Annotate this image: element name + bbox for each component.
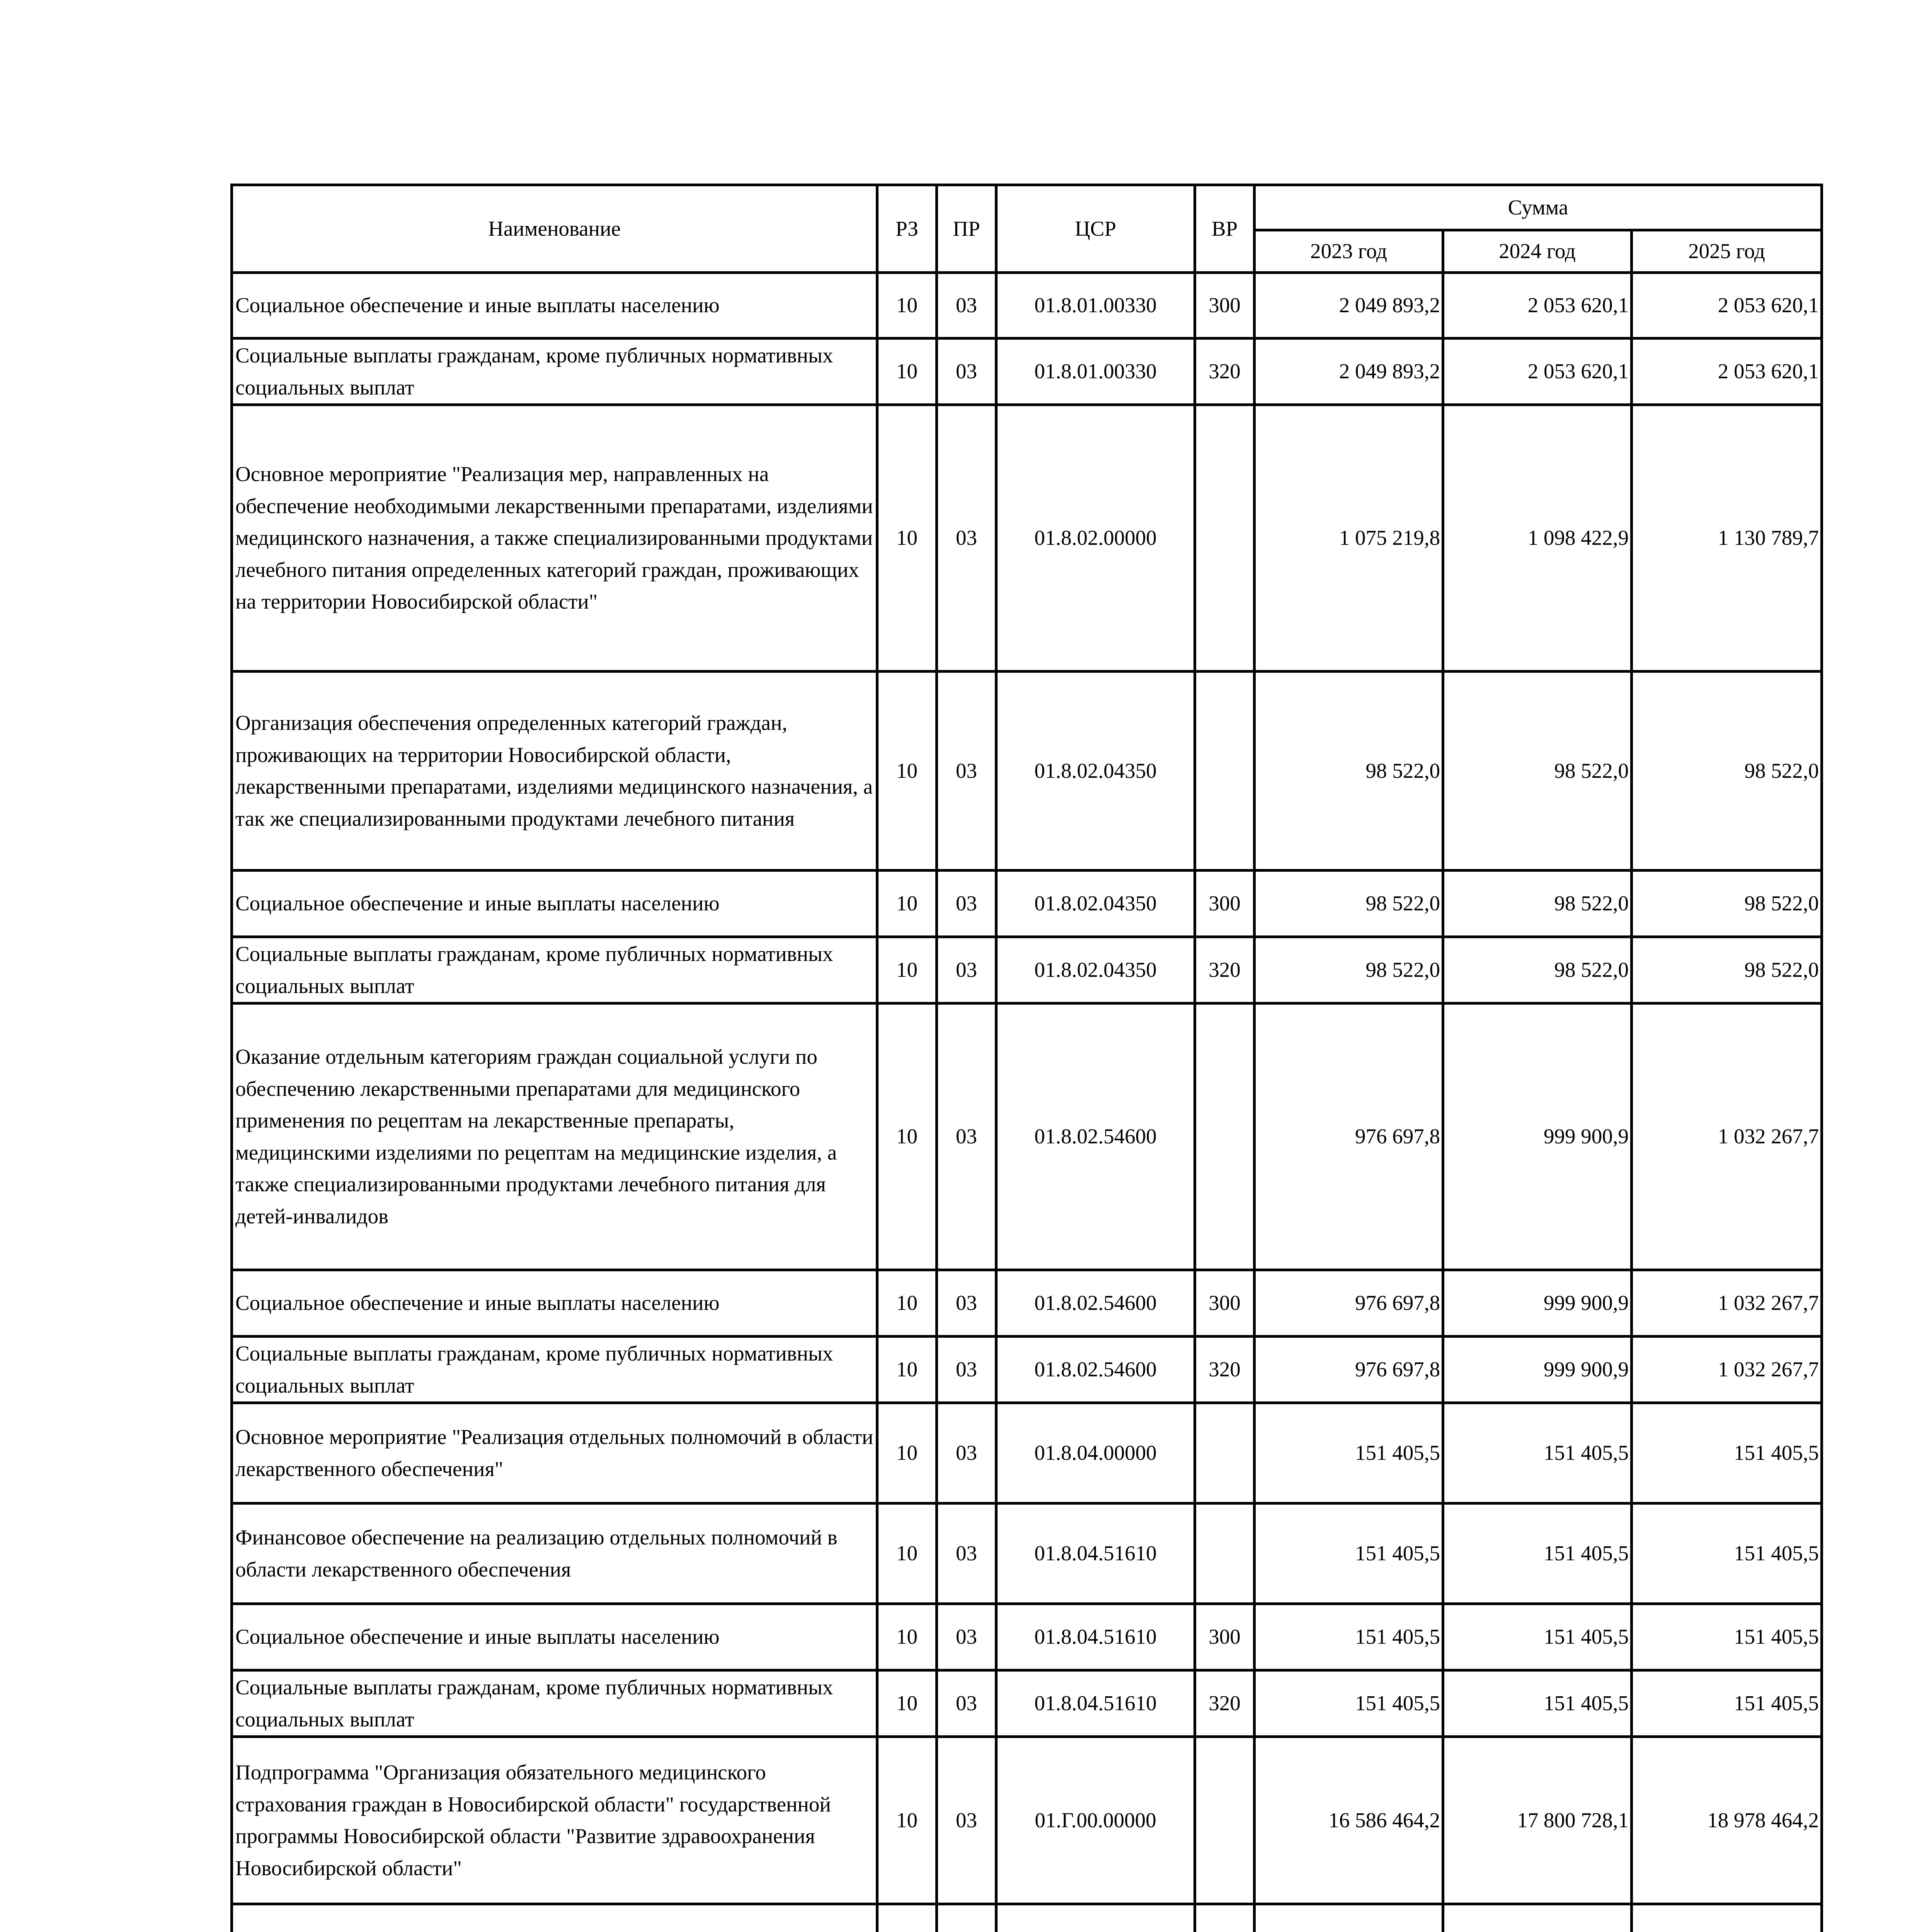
header-vr: ВР <box>1195 185 1255 273</box>
row-pr: 03 <box>937 1003 996 1270</box>
row-name: Социальные выплаты гражданам, кроме публичных нормативных социальных выплат <box>232 937 877 1003</box>
row-name: Социальные выплаты гражданам, кроме публичных нормативных социальных выплат <box>232 338 877 405</box>
row-amount-2023: 98 522,0 <box>1255 871 1443 937</box>
row-vr: 320 <box>1195 937 1255 1003</box>
row-amount-2023: 976 697,8 <box>1255 1270 1443 1337</box>
row-csr: 01.8.02.54600 <box>996 1003 1195 1270</box>
row-vr <box>1195 1503 1255 1604</box>
table-row <box>232 1604 1822 1670</box>
row-vr: 320 <box>1195 1337 1255 1403</box>
row-csr: 01.8.02.04350 <box>996 871 1195 937</box>
row-amount-2024: 98 522,0 <box>1443 937 1632 1003</box>
header-name: Наименование <box>232 185 877 273</box>
header-sum: Сумма <box>1255 185 1822 230</box>
row-name: Подпрограмма "Организация обязательного медицинского страхования граждан в Новосибирской области" государственной программы Новосибирской области "Развитие здравоохранения Новосибирской области" <box>232 1737 877 1904</box>
row-rz: 10 <box>877 937 937 1003</box>
row-csr: 01.8.02.04350 <box>996 672 1195 871</box>
row-vr: 320 <box>1195 338 1255 405</box>
row-rz: 10 <box>877 1670 937 1737</box>
row-vr <box>1195 1403 1255 1503</box>
row-rz: 10 <box>877 338 937 405</box>
row-rz: 10 <box>877 273 937 338</box>
row-name <box>232 1904 877 1932</box>
row-amount-2023: 98 522,0 <box>1255 937 1443 1003</box>
row-name: Социальные выплаты гражданам, кроме публичных нормативных социальных выплат <box>232 1670 877 1737</box>
row-amount-2025: 151 405,5 <box>1632 1670 1822 1737</box>
row-amount-2025: 18 978 464,2 <box>1632 1737 1822 1904</box>
header-csr: ЦСР <box>996 185 1195 273</box>
header-rz: РЗ <box>877 185 937 273</box>
row-pr: 03 <box>937 1270 996 1337</box>
row-pr: 03 <box>937 338 996 405</box>
row-amount-2025: 1 032 267,7 <box>1632 1003 1822 1270</box>
row-rz: 10 <box>877 1270 937 1337</box>
row-csr: 01.8.01.00330 <box>996 273 1195 338</box>
table-row <box>232 672 1822 871</box>
row-amount-2024: 17 800 728,1 <box>1443 1737 1632 1904</box>
row-csr: 01.8.02.54600 <box>996 1337 1195 1403</box>
table-row <box>232 1003 1822 1270</box>
row-pr: 03 <box>937 273 996 338</box>
row-name: Социальное обеспечение и иные выплаты населению <box>232 1604 877 1670</box>
row-amount-2025: 2 053 620,1 <box>1632 338 1822 405</box>
row-pr: 03 <box>937 672 996 871</box>
row-name: Социальные выплаты гражданам, кроме публичных нормативных социальных выплат <box>232 1337 877 1403</box>
row-pr: 03 <box>937 1604 996 1670</box>
row-csr: 01.8.02.00000 <box>996 405 1195 672</box>
row-amount-2023: 151 405,5 <box>1255 1670 1443 1737</box>
row-vr <box>1195 1737 1255 1904</box>
row-csr: 01.8.04.00000 <box>996 1403 1195 1503</box>
table-row <box>232 1270 1822 1337</box>
table-body <box>232 273 1822 1932</box>
row-amount-2025: 98 522,0 <box>1632 672 1822 871</box>
row-pr: 03 <box>937 937 996 1003</box>
row-amount-2024: 151 405,5 <box>1443 1403 1632 1503</box>
row-vr: 300 <box>1195 871 1255 937</box>
row-pr: 03 <box>937 1670 996 1737</box>
row-amount-2023: 151 405,5 <box>1255 1604 1443 1670</box>
budget-table <box>230 184 1823 1932</box>
row-pr: 03 <box>937 405 996 672</box>
row-pr: 03 <box>937 1737 996 1904</box>
row-vr <box>1195 405 1255 672</box>
row-name: Социальное обеспечение и иные выплаты населению <box>232 871 877 937</box>
row-amount-2024: 98 522,0 <box>1443 672 1632 871</box>
row-amount-2024: 151 405,5 <box>1443 1670 1632 1737</box>
table-row <box>232 937 1822 1003</box>
row-amount-2023: 976 697,8 <box>1255 1337 1443 1403</box>
row-amount-2024: 999 900,9 <box>1443 1270 1632 1337</box>
row-rz: 10 <box>877 1403 937 1503</box>
row-amount-2025: 1 032 267,7 <box>1632 1337 1822 1403</box>
row-amount-2025: 151 405,5 <box>1632 1503 1822 1604</box>
row-name: Социальное обеспечение и иные выплаты населению <box>232 273 877 338</box>
row-rz: 10 <box>877 871 937 937</box>
row-amount-2024: 2 053 620,1 <box>1443 273 1632 338</box>
row-amount-2025: 151 405,5 <box>1632 1403 1822 1503</box>
row-rz: 10 <box>877 1503 937 1604</box>
row-vr: 320 <box>1195 1670 1255 1737</box>
header-year-2024: 2024 год <box>1443 230 1632 273</box>
row-rz: 10 <box>877 1737 937 1904</box>
row-amount-2025: 98 522,0 <box>1632 937 1822 1003</box>
row-amount-2025: 151 405,5 <box>1632 1604 1822 1670</box>
row-rz <box>877 1904 937 1932</box>
row-amount-2024: 2 053 620,1 <box>1443 338 1632 405</box>
row-amount-2023: 151 405,5 <box>1255 1403 1443 1503</box>
row-name: Оказание отдельным категориям граждан социальной услуги по обеспечению лекарственными препаратами для медицинского применения по рецептам на лекарственные препараты, медицинскими изделиями по рецептам на медицинские изделия, а также специализированными продуктами лечебного питания для детей-инвалидов <box>232 1003 877 1270</box>
row-rz: 10 <box>877 1337 937 1403</box>
header-pr: ПР <box>937 185 996 273</box>
row-name: Социальное обеспечение и иные выплаты населению <box>232 1270 877 1337</box>
row-pr: 03 <box>937 1337 996 1403</box>
row-name: Организация обеспечения определенных категорий граждан, проживающих на территории Новосибирской области, лекарственными препаратами, изделиями медицинского назначения, а так же специализированными продуктами лечебного питания <box>232 672 877 871</box>
row-amount-2025 <box>1632 1904 1822 1932</box>
row-name: Основное мероприятие "Реализация отдельных полномочий в области лекарственного обеспечения" <box>232 1403 877 1503</box>
row-name: Основное мероприятие "Реализация мер, направленных на обеспечение необходимыми лекарственными препаратами, изделиями медицинского назначения, а также специализированными продуктами лечебного питания определенных категорий граждан, проживающих на территории Новосибирской области" <box>232 405 877 672</box>
table-row <box>232 1403 1822 1503</box>
table-row <box>232 1503 1822 1604</box>
row-rz: 10 <box>877 1604 937 1670</box>
row-amount-2023: 151 405,5 <box>1255 1503 1443 1604</box>
table-row <box>232 1337 1822 1403</box>
table-row <box>232 273 1822 338</box>
row-rz: 10 <box>877 672 937 871</box>
row-csr: 01.8.01.00330 <box>996 338 1195 405</box>
row-pr: 03 <box>937 871 996 937</box>
row-vr: 300 <box>1195 1270 1255 1337</box>
row-amount-2023: 2 049 893,2 <box>1255 338 1443 405</box>
row-rz: 10 <box>877 405 937 672</box>
row-name: Финансовое обеспечение на реализацию отдельных полномочий в области лекарственного обеспечения <box>232 1503 877 1604</box>
row-amount-2023: 976 697,8 <box>1255 1003 1443 1270</box>
row-pr: 03 <box>937 1503 996 1604</box>
row-csr: 01.Г.00.00000 <box>996 1737 1195 1904</box>
header-year-2023: 2023 год <box>1255 230 1443 273</box>
header-year-2025: 2025 год <box>1632 230 1822 273</box>
row-csr <box>996 1904 1195 1932</box>
row-rz: 10 <box>877 1003 937 1270</box>
row-csr: 01.8.02.04350 <box>996 937 1195 1003</box>
row-vr: 300 <box>1195 1604 1255 1670</box>
row-amount-2025: 98 522,0 <box>1632 871 1822 937</box>
row-pr: 03 <box>937 1403 996 1503</box>
row-vr <box>1195 1003 1255 1270</box>
table-row <box>232 871 1822 937</box>
row-vr <box>1195 672 1255 871</box>
table-row <box>232 1737 1822 1904</box>
row-amount-2024 <box>1443 1904 1632 1932</box>
row-amount-2025: 1 032 267,7 <box>1632 1270 1822 1337</box>
row-amount-2024: 151 405,5 <box>1443 1503 1632 1604</box>
row-vr: 300 <box>1195 273 1255 338</box>
table-row <box>232 1904 1822 1932</box>
row-csr: 01.8.04.51610 <box>996 1670 1195 1737</box>
row-amount-2024: 151 405,5 <box>1443 1604 1632 1670</box>
row-amount-2024: 1 098 422,9 <box>1443 405 1632 672</box>
table-row <box>232 405 1822 672</box>
row-amount-2023: 98 522,0 <box>1255 672 1443 871</box>
table-row <box>232 338 1822 405</box>
row-amount-2024: 999 900,9 <box>1443 1337 1632 1403</box>
row-csr: 01.8.04.51610 <box>996 1503 1195 1604</box>
row-vr <box>1195 1904 1255 1932</box>
row-csr: 01.8.04.51610 <box>996 1604 1195 1670</box>
row-pr <box>937 1904 996 1932</box>
row-amount-2025: 1 130 789,7 <box>1632 405 1822 672</box>
row-amount-2023: 16 586 464,2 <box>1255 1737 1443 1904</box>
row-amount-2023: 2 049 893,2 <box>1255 273 1443 338</box>
table-row <box>232 1670 1822 1737</box>
row-amount-2023 <box>1255 1904 1443 1932</box>
row-amount-2023: 1 075 219,8 <box>1255 405 1443 672</box>
row-amount-2024: 999 900,9 <box>1443 1003 1632 1270</box>
row-csr: 01.8.02.54600 <box>996 1270 1195 1337</box>
row-amount-2025: 2 053 620,1 <box>1632 273 1822 338</box>
row-amount-2024: 98 522,0 <box>1443 871 1632 937</box>
